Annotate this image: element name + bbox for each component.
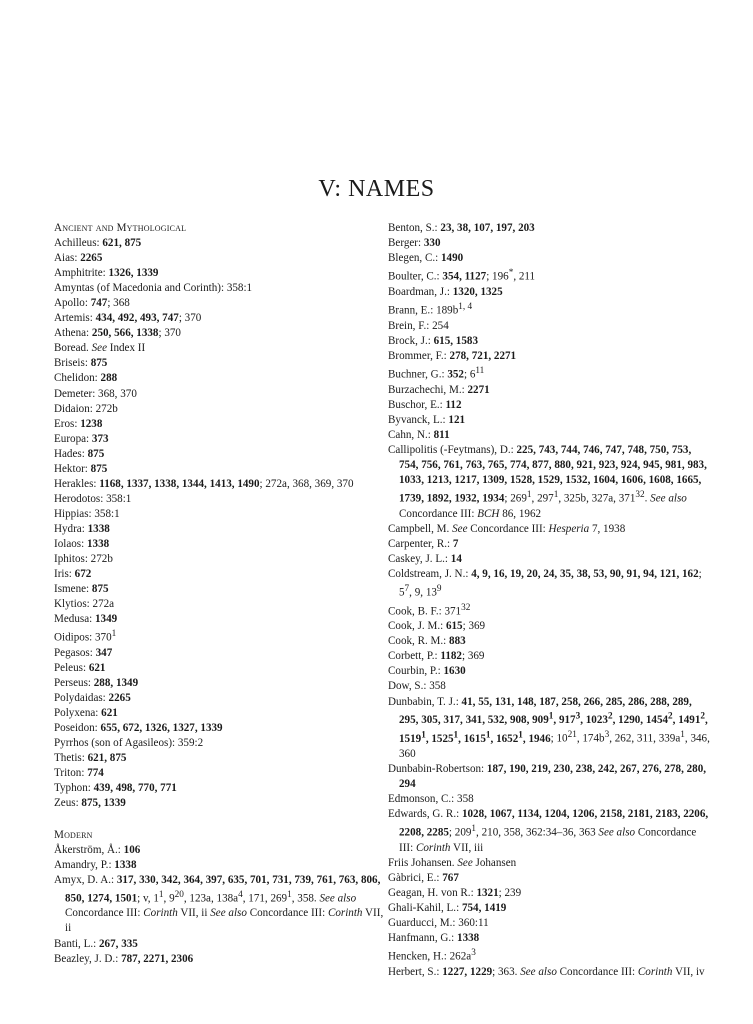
index-entry: Buchner, G.: 352; $6^{11}$ [388, 365, 485, 381]
index-entry: Åkerström, Å.: 106 [54, 843, 141, 856]
index-entry: Coldstream, J. N.: 4, 9, 16, 19, 20, 24, 35, 38, 53, 90, 91, 94, 121, 162; $5^7$, 9, $13^9$ [388, 567, 702, 599]
index-entry: Chelidon: 288 [54, 372, 118, 385]
index-entry: Edmonson, C.: 358 [388, 793, 474, 806]
index-entry: Demeter: 368, 370 [54, 387, 137, 400]
index-entry: Iphitos: 272b [54, 553, 113, 566]
index-entry: Campbell, M. See Concordance III: Hesperia 7, 1938 [388, 522, 626, 535]
index-entry: Pegasos: 347 [54, 647, 113, 659]
index-entry: Byvanck, L.: 121 [388, 413, 466, 426]
index-entry: Hydra: 1338 [54, 522, 110, 535]
index-entry: Hippias: 358:1 [54, 507, 120, 520]
index-entry: Pyrrhos (son of Agasileos): 359:2 [54, 737, 204, 750]
index-entry: Zeus: 875, 1339 [54, 797, 126, 810]
index-entry: Brommer, F.: 278, 721, 2271 [388, 349, 517, 362]
index-entry: Achilleus: 621, 875 [54, 237, 142, 250]
index-entry: Didaion: 272b [54, 402, 118, 415]
index-entry: Hanfmann, G.: 1338 [388, 932, 480, 945]
index-entry: Klytios: 272a [54, 598, 115, 611]
index-entry: Herodotos: 358:1 [54, 492, 132, 505]
index-entry: Boulter, C.: 354, 1127; 196*, 211 [388, 268, 536, 283]
index-entry: Herbert, S.: 1227, 1229; 363. See also Concordance III: Corinth VII, iv [388, 966, 705, 979]
index-entry: Peleus: 621 [54, 662, 106, 675]
index-entry: Hencken, H.: $262a^3$ [388, 948, 476, 964]
index-entry: Medusa: 1349 [54, 613, 118, 626]
index-entry: Poseidon: 655, 672, 1326, 1327, 1339 [54, 722, 223, 735]
index-entry: Hektor: 875 [54, 462, 108, 475]
index-entry: Perseus: 288, 1349 [54, 677, 139, 690]
index-entry: Iolaos: 1338 [54, 537, 110, 550]
index-entry: Friis Johansen. See Johansen [388, 857, 517, 870]
index-entry: Benton, S.: 23, 38, 107, 197, 203 [388, 222, 535, 234]
index-entry: Amandry, P.: 1338 [54, 858, 137, 871]
left-column [54, 221, 384, 967]
section-heading: Modern [54, 828, 93, 841]
index-entry: Brein, F.: 254 [388, 319, 449, 332]
index-entry: Amphitrite: 1326, 1339 [54, 267, 159, 280]
index-entry: Eros: 1238 [54, 417, 103, 430]
section-gap [54, 812, 384, 828]
index-entry: Burzachechi, M.: 2271 [388, 383, 490, 396]
index-entry: Geagan, H. von R.: 1321; 239 [388, 887, 522, 900]
index-entry: Corbett, P.: 1182; 369 [388, 650, 485, 663]
index-entry: Hades: 875 [54, 447, 105, 460]
index-entry: Buschor, E.: 112 [388, 398, 462, 411]
index-entry: Cook, B. F.: $371^{32}$ [388, 602, 471, 618]
index-entry: Banti, L.: 267, 335 [54, 937, 138, 950]
index-entry: Courbin, P.: 1630 [388, 665, 466, 678]
index-entry: Berger: 330 [388, 237, 441, 250]
index-entry: Brann, E.: $189b^{1, 4}$ [388, 301, 473, 317]
index-entry: Boread. See Index II [54, 342, 146, 355]
index-entry: Artemis: 434, 492, 493, 747; 370 [54, 312, 202, 325]
index-entry: Cook, R. M.: 883 [388, 635, 466, 648]
index-entry: Triton: 774 [54, 767, 104, 780]
index-entry: Dunbabin-Robertson: 187, 190, 219, 230, 238, 242, 267, 276, 278, 280, 294 [388, 763, 707, 791]
index-entry: Edwards, G. R.: 1028, 1067, 1134, 1204, 1206, 2158, 2181, 2183, 2206, 2208, 2285; $209^1$, 210, 358, 362:34–36, 363 See also Concordance III: Corinth VII, iii [388, 808, 709, 855]
index-entry: Brock, J.: 615, 1583 [388, 334, 478, 347]
index-entry: Dunbabin, T. J.: 41, 55, 131, 148, 187, 258, 266, 285, 286, 288, 289, 295, 305, 317, 341, 532, 908, $909^1$, $917^3$, 1023$^2$, 1290, 1454$^2$, 1491$^2$, 1519$^1$, 1525$^1$, 1615$^1$, 1652$^1$, 1946; $10^{21}$, $174b^3$, 262, 311, $339a^1$, 346, 360 [388, 695, 710, 761]
index-entry: Iris: 672 [54, 568, 92, 581]
section-heading: Ancient and Mythological [54, 222, 187, 234]
index-entry: Briseis: 875 [54, 357, 108, 370]
index-entry: Guarducci, M.: 360:11 [388, 917, 489, 930]
index-entry: Ismene: 875 [54, 583, 109, 596]
index-entry: Typhon: 439, 498, 770, 771 [54, 782, 177, 795]
index-entry: Cook, J. M.: 615; 369 [388, 620, 486, 633]
index-entry: Gàbrici, E.: 767 [388, 872, 459, 885]
index-entry: Polydaidas: 2265 [54, 692, 131, 705]
index-entry: Ghali-Kahil, L.: 754, 1419 [388, 902, 507, 915]
index-entry: Caskey, J. L.: 14 [388, 552, 462, 565]
index-entry: Dow, S.: 358 [388, 680, 446, 693]
index-entry: Amyntas (of Macedonia and Corinth): 358:1 [54, 282, 253, 295]
index-entry: Cahn, N.: 811 [388, 428, 450, 441]
index-entry: Boardman, J.: 1320, 1325 [388, 285, 503, 298]
index-entry: Beazley, J. D.: 787, 2271, 2306 [54, 952, 194, 965]
index-entry: Oidipos: $370^1$ [54, 629, 117, 644]
index-entry: Athena: 250, 566, 1338; 370 [54, 327, 181, 340]
index-entry: Thetis: 621, 875 [54, 752, 127, 765]
index-entry: Callipolitis (-Feytmans), D.: 225, 743, 744, 746, 747, 748, 750, 753, 754, 756, 761, 763, 765, 774, 877, 880, 921, 923, 924, 945, 981, 983, 1033, 1213, 1217, 1309, 1528, 1529, 1532, 1604, 1606, 1608, 1665, 1739, 1892, 1932, 1934; $269^1$, $297^1$, 325b, 327a, $371^{32}$. See also Concordance III: BCH 86, 1962 [388, 443, 707, 520]
index-entry: Blegen, C.: 1490 [388, 252, 464, 265]
index-entry: Herakles: 1168, 1337, 1338, 1344, 1413, 1490; 272a, 368, 369, 370 [54, 477, 354, 490]
index-entry: Polyxena: 621 [54, 707, 118, 720]
index-entry: Europa: 373 [54, 432, 109, 445]
right-column [388, 221, 710, 980]
index-entry: Amyx, D. A.: 317, 330, 342, 364, 397, 635, 701, 731, 739, 761, 763, 806, 850, 1274, 1501; v, $1^1$, $9^{20}$, 123a, $138a^4$, 171, $269^1$, 358. See also Concordance III: Corinth VII, ii See also Concordance III: Corinth VII, ii [54, 873, 384, 935]
index-entry: Apollo: 747; 368 [54, 297, 130, 310]
index-entry: Aias: 2265 [54, 252, 103, 265]
page-title: V: NAMES [318, 176, 435, 202]
index-entry: Carpenter, R.: 7 [388, 537, 459, 550]
